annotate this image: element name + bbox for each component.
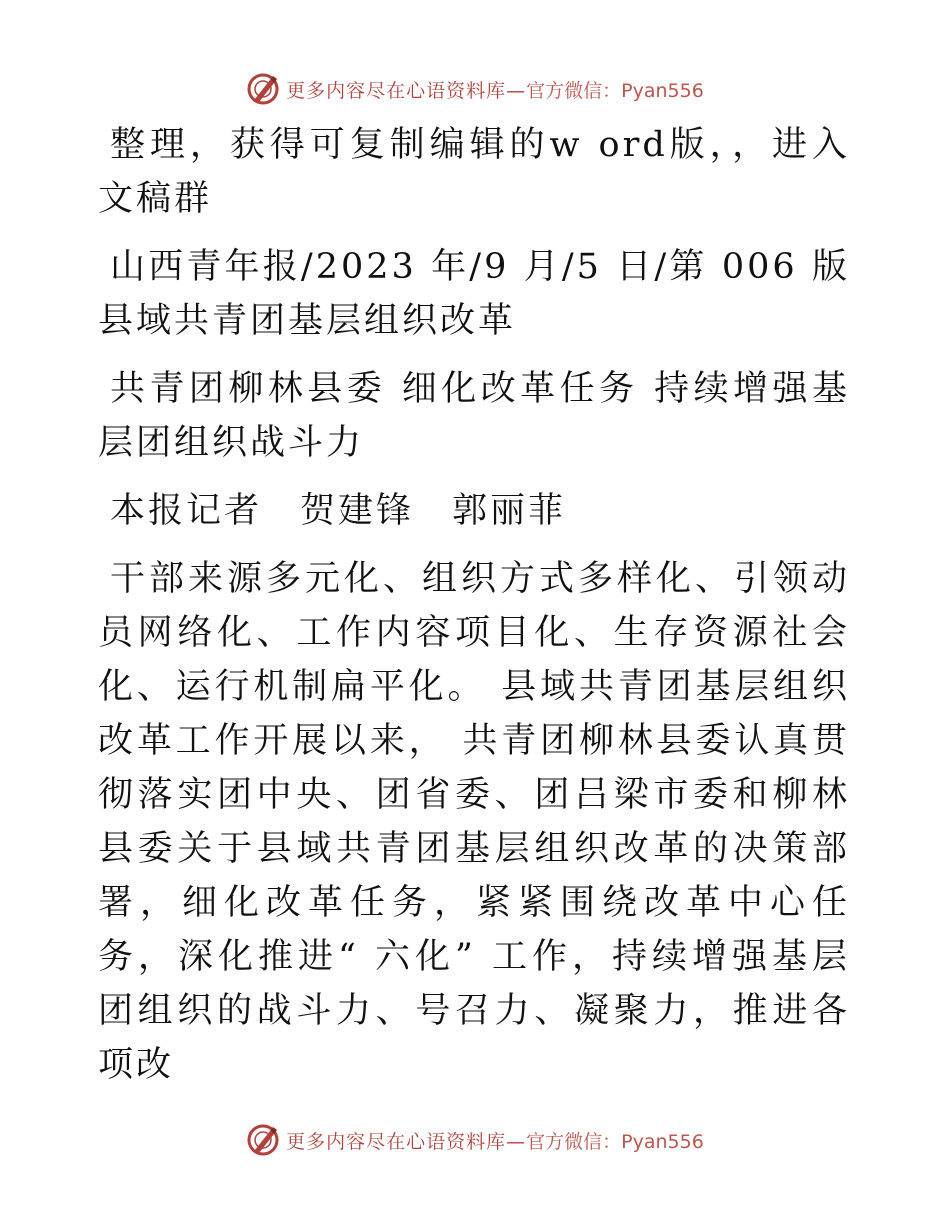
watermark-wechat: 官方微信：Pyan556	[526, 79, 704, 102]
watermark-text: 更多内容尽在心语资料库—	[286, 79, 527, 102]
byline: 本报记者 贺建锋 郭丽菲	[110, 491, 567, 531]
body-paragraph: 干部来源多元化、组织方式多样化、引领动员网络化、工作内容项目化、生存资源社会化、运行机制扁平化。 县域共青团基层组织改革工作开展以来， 共青团柳林县委认真贯彻落实团中央、团省委、团吕梁市委和柳林县委关于县域共青团基层组织改革的决策部署，细化改革任务，紧紧围绕改革中心任务，深化推进“ 六化” 工作，持续增强基层团组织的战斗力、号召力、凝聚力，推进各项改	[98, 559, 850, 1085]
header-watermark	[0, 71, 950, 107]
footer-watermark	[0, 1122, 950, 1158]
watermark-wechat: 官方微信：Pyan556	[526, 1130, 704, 1153]
pen-logo-icon	[246, 72, 280, 106]
source-line: 山西青年报/2023 年/9 月/5 日/第 006 版县域共青团基层组织改革	[98, 247, 850, 341]
article-title: 共青团柳林县委 细化改革任务 持续增强基层团组织战斗力	[98, 369, 850, 463]
document-body	[98, 118, 850, 1106]
watermark-text: 更多内容尽在心语资料库—	[286, 1130, 527, 1153]
intro-paragraph: 整理，获得可复制编辑的w ord版，，进入文稿群	[98, 125, 850, 219]
pen-logo-icon	[246, 1123, 280, 1157]
